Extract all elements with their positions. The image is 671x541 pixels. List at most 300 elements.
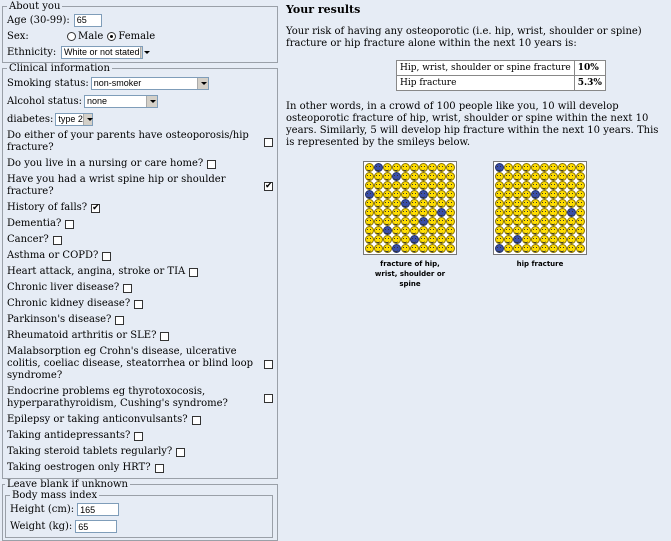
- sex-row: [7, 28, 273, 44]
- affected-smiley-icon: [419, 217, 428, 226]
- question-checkbox[interactable]: [192, 416, 201, 425]
- affected-smiley-icon: [410, 235, 419, 244]
- question-row: [7, 344, 273, 384]
- unaffected-smiley-icon: [437, 190, 446, 199]
- unaffected-smiley-icon: [504, 163, 513, 172]
- unaffected-smiley-icon: [531, 226, 540, 235]
- unaffected-smiley-icon: [540, 226, 549, 235]
- question-checkbox[interactable]: [176, 448, 185, 457]
- unaffected-smiley-icon: [446, 208, 455, 217]
- unaffected-smiley-icon: [522, 217, 531, 226]
- smoking-value: non-smoker: [93, 78, 142, 88]
- unaffected-smiley-icon: [374, 190, 383, 199]
- unaffected-smiley-icon: [446, 235, 455, 244]
- results-panel: [282, 0, 671, 502]
- affected-smiley-icon: [513, 235, 522, 244]
- unaffected-smiley-icon: [567, 190, 576, 199]
- unaffected-smiley-icon: [576, 226, 585, 235]
- unaffected-smiley-icon: [495, 235, 504, 244]
- unaffected-smiley-icon: [383, 163, 392, 172]
- unaffected-smiley-icon: [392, 199, 401, 208]
- unaffected-smiley-icon: [576, 181, 585, 190]
- male-label: Male: [78, 30, 104, 42]
- weight-row: [10, 518, 268, 535]
- risk-label: Hip fracture: [397, 76, 575, 91]
- age-input[interactable]: [74, 14, 102, 27]
- chevron-down-icon: [83, 114, 92, 125]
- optional-legend: Leave blank if unknown: [7, 479, 128, 490]
- unaffected-smiley-icon: [540, 199, 549, 208]
- unaffected-smiley-icon: [576, 235, 585, 244]
- unaffected-smiley-icon: [410, 199, 419, 208]
- unaffected-smiley-icon: [374, 172, 383, 181]
- unaffected-smiley-icon: [540, 208, 549, 217]
- unaffected-smiley-icon: [365, 172, 374, 181]
- female-radio[interactable]: [107, 32, 116, 41]
- unaffected-smiley-icon: [558, 217, 567, 226]
- unaffected-smiley-icon: [392, 217, 401, 226]
- question-text: Epilepsy or taking anticonvulsants?: [7, 414, 188, 425]
- unaffected-smiley-icon: [504, 172, 513, 181]
- diabetes-row: [7, 110, 273, 128]
- unaffected-smiley-icon: [513, 199, 522, 208]
- unaffected-smiley-icon: [576, 163, 585, 172]
- unaffected-smiley-icon: [567, 172, 576, 181]
- unaffected-smiley-icon: [383, 208, 392, 217]
- unaffected-smiley-icon: [410, 208, 419, 217]
- optional-section: [2, 479, 278, 541]
- question-text: Taking oestrogen only HRT?: [7, 462, 151, 473]
- unaffected-smiley-icon: [428, 244, 437, 253]
- unaffected-smiley-icon: [567, 163, 576, 172]
- unaffected-smiley-icon: [558, 190, 567, 199]
- unaffected-smiley-icon: [365, 226, 374, 235]
- unaffected-smiley-icon: [576, 172, 585, 181]
- any-fracture-smiley-grid: [363, 161, 457, 255]
- age-row: [7, 12, 273, 28]
- hip-fracture-block: [490, 161, 590, 289]
- unaffected-smiley-icon: [531, 181, 540, 190]
- unaffected-smiley-icon: [495, 217, 504, 226]
- unaffected-smiley-icon: [437, 163, 446, 172]
- question-text: Do either of your parents have osteoporosis/hip fracture?: [7, 130, 249, 153]
- question-text: Malabsorption eg Crohn's disease, ulcerative colitis, coeliac disease, steatorrhea or blind loop syndrome?: [7, 346, 253, 381]
- ethnicity-label: Ethnicity:: [7, 46, 57, 58]
- unaffected-smiley-icon: [576, 244, 585, 253]
- unaffected-smiley-icon: [513, 208, 522, 217]
- unaffected-smiley-icon: [428, 190, 437, 199]
- about-you-legend: About you: [9, 1, 61, 12]
- sex-label: Sex:: [7, 30, 29, 42]
- question-row: [7, 248, 273, 264]
- smiley-grids: [286, 161, 667, 289]
- unaffected-smiley-icon: [567, 181, 576, 190]
- unaffected-smiley-icon: [549, 172, 558, 181]
- unaffected-smiley-icon: [549, 199, 558, 208]
- affected-smiley-icon: [392, 244, 401, 253]
- unaffected-smiley-icon: [576, 208, 585, 217]
- unaffected-smiley-icon: [410, 181, 419, 190]
- unaffected-smiley-icon: [401, 181, 410, 190]
- unaffected-smiley-icon: [401, 172, 410, 181]
- unaffected-smiley-icon: [522, 235, 531, 244]
- unaffected-smiley-icon: [374, 217, 383, 226]
- question-row: [7, 412, 273, 428]
- question-row: [7, 460, 273, 476]
- unaffected-smiley-icon: [428, 181, 437, 190]
- unaffected-smiley-icon: [374, 199, 383, 208]
- unaffected-smiley-icon: [437, 181, 446, 190]
- question-row: [7, 428, 273, 444]
- unaffected-smiley-icon: [504, 190, 513, 199]
- unaffected-smiley-icon: [558, 199, 567, 208]
- question-row: [7, 384, 273, 412]
- unaffected-smiley-icon: [401, 163, 410, 172]
- unaffected-smiley-icon: [549, 208, 558, 217]
- unaffected-smiley-icon: [374, 208, 383, 217]
- unaffected-smiley-icon: [419, 208, 428, 217]
- unaffected-smiley-icon: [540, 235, 549, 244]
- unaffected-smiley-icon: [383, 181, 392, 190]
- question-checkbox[interactable]: [53, 236, 62, 245]
- unaffected-smiley-icon: [383, 217, 392, 226]
- unaffected-smiley-icon: [558, 235, 567, 244]
- unaffected-smiley-icon: [513, 181, 522, 190]
- risk-value: 5.3%: [574, 76, 605, 91]
- unaffected-smiley-icon: [504, 181, 513, 190]
- hip-fracture-grid-label: hip fracture: [516, 260, 564, 268]
- unaffected-smiley-icon: [365, 199, 374, 208]
- unaffected-smiley-icon: [576, 217, 585, 226]
- unaffected-smiley-icon: [531, 244, 540, 253]
- unaffected-smiley-icon: [513, 172, 522, 181]
- unaffected-smiley-icon: [419, 181, 428, 190]
- unaffected-smiley-icon: [531, 235, 540, 244]
- crowd-explanation: In other words, in a crowd of 100 people like you, 10 will develop osteoporotic fracture of hip, wrist, shoulder or spine within the next 10 years. Similarly, 5 will develop hip fracture within the next 10 years. This is represented by the smileys below.: [286, 101, 659, 148]
- unaffected-smiley-icon: [374, 244, 383, 253]
- question-checkbox[interactable]: [189, 268, 198, 277]
- table-row: [397, 61, 606, 76]
- height-row: [10, 501, 268, 518]
- unaffected-smiley-icon: [513, 217, 522, 226]
- smoking-label: Smoking status:: [7, 77, 89, 89]
- table-row: [397, 76, 606, 91]
- unaffected-smiley-icon: [410, 172, 419, 181]
- alcohol-select[interactable]: [84, 95, 158, 108]
- question-checkbox[interactable]: [91, 204, 100, 213]
- question-row: [7, 216, 273, 232]
- unaffected-smiley-icon: [401, 217, 410, 226]
- question-row: [7, 172, 273, 200]
- unaffected-smiley-icon: [531, 199, 540, 208]
- unaffected-smiley-icon: [540, 172, 549, 181]
- unaffected-smiley-icon: [522, 199, 531, 208]
- question-text: Dementia?: [7, 218, 62, 229]
- unaffected-smiley-icon: [392, 181, 401, 190]
- ethnicity-select[interactable]: [61, 46, 143, 59]
- unaffected-smiley-icon: [531, 163, 540, 172]
- unaffected-smiley-icon: [540, 181, 549, 190]
- affected-smiley-icon: [495, 244, 504, 253]
- unaffected-smiley-icon: [419, 235, 428, 244]
- unaffected-smiley-icon: [410, 163, 419, 172]
- height-input[interactable]: [77, 503, 119, 516]
- question-checkbox[interactable]: [155, 464, 164, 473]
- question-text: Have you had a wrist spine hip or shoulder fracture?: [7, 174, 226, 197]
- question-text: Asthma or COPD?: [7, 250, 99, 261]
- affected-smiley-icon: [392, 172, 401, 181]
- question-row: [7, 232, 273, 248]
- unaffected-smiley-icon: [437, 172, 446, 181]
- unaffected-smiley-icon: [428, 172, 437, 181]
- unaffected-smiley-icon: [504, 226, 513, 235]
- unaffected-smiley-icon: [446, 226, 455, 235]
- unaffected-smiley-icon: [558, 226, 567, 235]
- question-text: Chronic kidney disease?: [7, 298, 131, 309]
- unaffected-smiley-icon: [383, 172, 392, 181]
- smoking-select[interactable]: [91, 77, 209, 90]
- unaffected-smiley-icon: [522, 172, 531, 181]
- question-text: Do you live in a nursing or care home?: [7, 158, 204, 169]
- unaffected-smiley-icon: [522, 163, 531, 172]
- unaffected-smiley-icon: [549, 217, 558, 226]
- unaffected-smiley-icon: [446, 181, 455, 190]
- question-checkbox[interactable]: [134, 432, 143, 441]
- unaffected-smiley-icon: [401, 208, 410, 217]
- clinical-legend: Clinical information: [9, 63, 110, 74]
- unaffected-smiley-icon: [513, 226, 522, 235]
- unaffected-smiley-icon: [567, 235, 576, 244]
- unaffected-smiley-icon: [428, 199, 437, 208]
- diabetes-label: diabetes:: [7, 113, 54, 125]
- unaffected-smiley-icon: [419, 226, 428, 235]
- unaffected-smiley-icon: [365, 235, 374, 244]
- chevron-down-icon: [146, 96, 157, 107]
- unaffected-smiley-icon: [558, 181, 567, 190]
- unaffected-smiley-icon: [504, 235, 513, 244]
- unaffected-smiley-icon: [576, 199, 585, 208]
- unaffected-smiley-icon: [365, 208, 374, 217]
- unaffected-smiley-icon: [374, 181, 383, 190]
- weight-input[interactable]: [75, 520, 117, 533]
- question-text: Chronic liver disease?: [7, 282, 120, 293]
- unaffected-smiley-icon: [446, 172, 455, 181]
- question-row: [7, 156, 273, 172]
- unaffected-smiley-icon: [419, 163, 428, 172]
- unaffected-smiley-icon: [558, 208, 567, 217]
- question-text: Parkinson's disease?: [7, 314, 112, 325]
- question-checkbox[interactable]: [65, 220, 74, 229]
- unaffected-smiley-icon: [365, 181, 374, 190]
- question-checkbox[interactable]: [207, 160, 216, 169]
- smoking-row: [7, 74, 273, 92]
- alcohol-value: none: [86, 96, 107, 106]
- unaffected-smiley-icon: [410, 244, 419, 253]
- unaffected-smiley-icon: [383, 190, 392, 199]
- chevron-down-icon: [197, 78, 208, 89]
- clinical-section: [2, 63, 278, 479]
- affected-smiley-icon: [365, 190, 374, 199]
- unaffected-smiley-icon: [549, 235, 558, 244]
- affected-smiley-icon: [383, 226, 392, 235]
- unaffected-smiley-icon: [437, 235, 446, 244]
- unaffected-smiley-icon: [522, 190, 531, 199]
- question-row: [7, 444, 273, 460]
- question-row: [7, 200, 273, 216]
- question-checkbox[interactable]: [134, 300, 143, 309]
- unaffected-smiley-icon: [392, 235, 401, 244]
- affected-smiley-icon: [401, 199, 410, 208]
- unaffected-smiley-icon: [549, 244, 558, 253]
- hip-fracture-smiley-grid: [493, 161, 587, 255]
- any-fracture-block: [360, 161, 460, 289]
- chevron-down-icon: [140, 47, 142, 58]
- unaffected-smiley-icon: [549, 226, 558, 235]
- unaffected-smiley-icon: [374, 226, 383, 235]
- unaffected-smiley-icon: [522, 208, 531, 217]
- unaffected-smiley-icon: [365, 217, 374, 226]
- unaffected-smiley-icon: [428, 163, 437, 172]
- unaffected-smiley-icon: [410, 226, 419, 235]
- unaffected-smiley-icon: [428, 235, 437, 244]
- question-checkbox[interactable]: [160, 332, 169, 341]
- question-row: [7, 328, 273, 344]
- affected-smiley-icon: [374, 163, 383, 172]
- question-text: Endocrine problems eg thyrotoxocosis, hyperparathyroidism, Cushing's syndrome?: [7, 386, 228, 409]
- risk-table: [396, 60, 606, 91]
- unaffected-smiley-icon: [549, 163, 558, 172]
- unaffected-smiley-icon: [437, 217, 446, 226]
- unaffected-smiley-icon: [374, 235, 383, 244]
- question-text: History of falls?: [7, 202, 88, 213]
- question-checkbox[interactable]: [123, 284, 132, 293]
- unaffected-smiley-icon: [419, 244, 428, 253]
- unaffected-smiley-icon: [383, 235, 392, 244]
- unaffected-smiley-icon: [495, 226, 504, 235]
- unaffected-smiley-icon: [419, 172, 428, 181]
- affected-smiley-icon: [419, 190, 428, 199]
- unaffected-smiley-icon: [495, 190, 504, 199]
- unaffected-smiley-icon: [410, 190, 419, 199]
- unaffected-smiley-icon: [540, 163, 549, 172]
- unaffected-smiley-icon: [531, 172, 540, 181]
- results-title: Your results: [286, 3, 361, 16]
- question-row: [7, 296, 273, 312]
- unaffected-smiley-icon: [513, 190, 522, 199]
- male-radio[interactable]: [67, 32, 76, 41]
- results-intro: Your risk of having any osteoporotic (i.e. hip, wrist, shoulder or spine) fracture or hip fracture alone within the next 10 years is:: [286, 26, 642, 49]
- diabetes-select[interactable]: [55, 113, 93, 126]
- unaffected-smiley-icon: [446, 244, 455, 253]
- unaffected-smiley-icon: [437, 199, 446, 208]
- unaffected-smiley-icon: [531, 208, 540, 217]
- unaffected-smiley-icon: [446, 163, 455, 172]
- unaffected-smiley-icon: [428, 208, 437, 217]
- unaffected-smiley-icon: [504, 208, 513, 217]
- question-checkbox[interactable]: [102, 252, 111, 261]
- question-text: Cancer?: [7, 234, 49, 245]
- question-row: [7, 128, 273, 156]
- unaffected-smiley-icon: [383, 199, 392, 208]
- alcohol-row: [7, 92, 273, 110]
- question-checkbox[interactable]: [264, 360, 273, 369]
- affected-smiley-icon: [437, 208, 446, 217]
- unaffected-smiley-icon: [428, 217, 437, 226]
- unaffected-smiley-icon: [446, 217, 455, 226]
- unaffected-smiley-icon: [495, 199, 504, 208]
- ethnicity-row: [7, 44, 273, 60]
- question-row: [7, 312, 273, 328]
- question-text: Rheumatoid arthritis or SLE?: [7, 330, 157, 341]
- unaffected-smiley-icon: [437, 244, 446, 253]
- unaffected-smiley-icon: [522, 226, 531, 235]
- unaffected-smiley-icon: [567, 217, 576, 226]
- risk-value: 10%: [574, 61, 605, 76]
- bmi-section: [5, 490, 273, 538]
- unaffected-smiley-icon: [567, 226, 576, 235]
- unaffected-smiley-icon: [504, 244, 513, 253]
- unaffected-smiley-icon: [401, 235, 410, 244]
- affected-smiley-icon: [567, 208, 576, 217]
- unaffected-smiley-icon: [540, 190, 549, 199]
- question-checkbox[interactable]: [264, 138, 273, 147]
- unaffected-smiley-icon: [365, 163, 374, 172]
- risk-label: Hip, wrist, shoulder or spine fracture: [397, 61, 575, 76]
- unaffected-smiley-icon: [437, 226, 446, 235]
- ethnicity-value: White or not stated: [64, 47, 140, 57]
- unaffected-smiley-icon: [401, 244, 410, 253]
- about-you-section: [2, 1, 278, 63]
- unaffected-smiley-icon: [446, 190, 455, 199]
- unaffected-smiley-icon: [522, 181, 531, 190]
- question-checkbox[interactable]: [115, 316, 124, 325]
- unaffected-smiley-icon: [504, 199, 513, 208]
- any-fracture-grid-label: fracture of hip, wrist, shoulder or spine: [374, 260, 446, 288]
- unaffected-smiley-icon: [401, 226, 410, 235]
- affected-smiley-icon: [495, 163, 504, 172]
- question-text: Taking antidepressants?: [7, 430, 131, 441]
- unaffected-smiley-icon: [540, 244, 549, 253]
- age-label: Age (30-99):: [7, 14, 70, 26]
- weight-label: Weight (kg):: [10, 521, 73, 532]
- question-text: Heart attack, angina, stroke or TIA: [7, 266, 186, 277]
- question-checkbox[interactable]: [264, 182, 273, 191]
- unaffected-smiley-icon: [558, 163, 567, 172]
- unaffected-smiley-icon: [549, 190, 558, 199]
- unaffected-smiley-icon: [392, 208, 401, 217]
- unaffected-smiley-icon: [495, 172, 504, 181]
- unaffected-smiley-icon: [576, 190, 585, 199]
- question-checkbox[interactable]: [264, 394, 273, 403]
- unaffected-smiley-icon: [410, 217, 419, 226]
- question-row: [7, 280, 273, 296]
- unaffected-smiley-icon: [392, 226, 401, 235]
- height-label: Height (cm):: [10, 504, 75, 515]
- unaffected-smiley-icon: [495, 208, 504, 217]
- unaffected-smiley-icon: [419, 199, 428, 208]
- unaffected-smiley-icon: [567, 244, 576, 253]
- unaffected-smiley-icon: [531, 217, 540, 226]
- unaffected-smiley-icon: [513, 163, 522, 172]
- unaffected-smiley-icon: [392, 163, 401, 172]
- unaffected-smiley-icon: [365, 244, 374, 253]
- unaffected-smiley-icon: [495, 181, 504, 190]
- unaffected-smiley-icon: [549, 181, 558, 190]
- question-row: [7, 264, 273, 280]
- unaffected-smiley-icon: [401, 190, 410, 199]
- unaffected-smiley-icon: [513, 244, 522, 253]
- unaffected-smiley-icon: [558, 244, 567, 253]
